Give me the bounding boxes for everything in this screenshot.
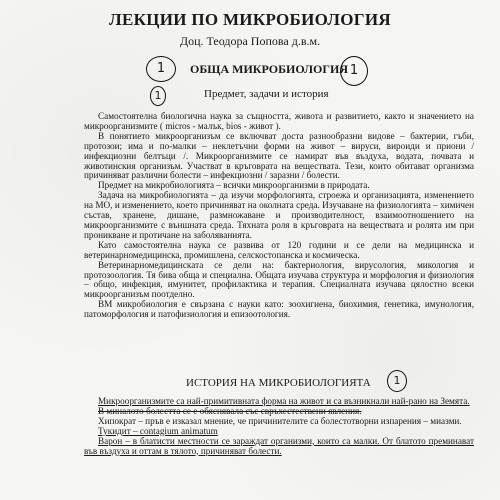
history-item: В миналото болестта се е обяснявала със свръхестествени явления. [98, 405, 362, 416]
history-item: Тукидит – contagium animatum [98, 425, 218, 436]
handwritten-mark-1: 1 [146, 56, 176, 82]
history-text [84, 397, 474, 456]
paragraph: Като самостоятелна наука се развива от 120 години и се дели на медицинска и ветеринарномедицинска, промишлена, селскостопанска и космическа. [84, 239, 474, 260]
handwritten-mark-2: 1 [340, 56, 368, 86]
history-item: Хипократ – пръв е изказал мнение, че причинителите са болестотворни изпарения – миазми. [98, 415, 462, 426]
history-item: Варон – в блатисти местности се зараждат организми, които са малки. От блатото преминават във въздуха и оттам в тялото, причиняват болести. [84, 435, 474, 456]
section-title: ОБЩА МИКРОБИОЛОГИЯ [190, 62, 348, 76]
document-title: ЛЕКЦИИ ПО МИКРОБИОЛОГИЯ [109, 10, 391, 29]
section-subtitle: Предмет, задачи и история [204, 88, 329, 100]
paragraph: Предмет на микробиологията – всички микроорганизми в природата. [98, 180, 370, 191]
paragraph: В понятието микроорганизъм се включват доста разнообразни видове – бактерии, гъби, протозои; има и по-малки – неклетъчни форми на живот – вируси, вироиди и приони / инфекциозни белтъци /. Микроорганизмите се намират във въздуха, водата, почвата и животинския организъм. Участват в кръговрата на веществата. Тези, които обитават организма причиняват различни болести – инфекциозни / заразни / болести. [84, 130, 474, 181]
paragraph: Задача на микробиологията – да изучи морфологията, строежа и организацията, изменението на МО, и изменението, което причиняват на околната среда. Изучаване на физиологията – химичен състав, хранене, дишане, размножаване и производителност, взаимоотношението на микроорганизмите с външната среда. Тяхната роля в кръговрата на веществата и ролята им при проникване и протичане на заболяванията. [84, 190, 474, 240]
handwritten-mark-3: 1 [150, 86, 166, 106]
handwritten-mark-4: 1 [387, 370, 407, 392]
intro-text [84, 112, 474, 320]
history-title: ИСТОРИЯ НА МИКРОБИОЛОГИЯТА [186, 377, 371, 389]
author-line: Доц. Теодора Попова д.в.м. [179, 34, 321, 48]
history-item: Микроорганизмите са най-примитивната форма на живот и са възникнали най-рано на Земята. [98, 396, 470, 406]
paragraph: ВМ микробиология е свързана с науки като: зоохигиена, биохимия, генетика, имунология, патоморфология и патофизиология и епизоотология. [84, 299, 474, 320]
paragraph: Самостоятелна биологична наука за същността, живота и развитието, както и значението на микроорганизмите ( micros - малък, bios - живот ). [84, 111, 474, 131]
paragraph: Ветеринарномедицинската се дели на: бактериология, вирусология, микология и протозоология. Тя бива обща и специална. Общата изучава структура и морфология и физиология – общо, инфекция, имунитет, профилактика и терапия. Специалната изучава цялостно всеки микроорганизъм поотделно. [84, 259, 474, 300]
